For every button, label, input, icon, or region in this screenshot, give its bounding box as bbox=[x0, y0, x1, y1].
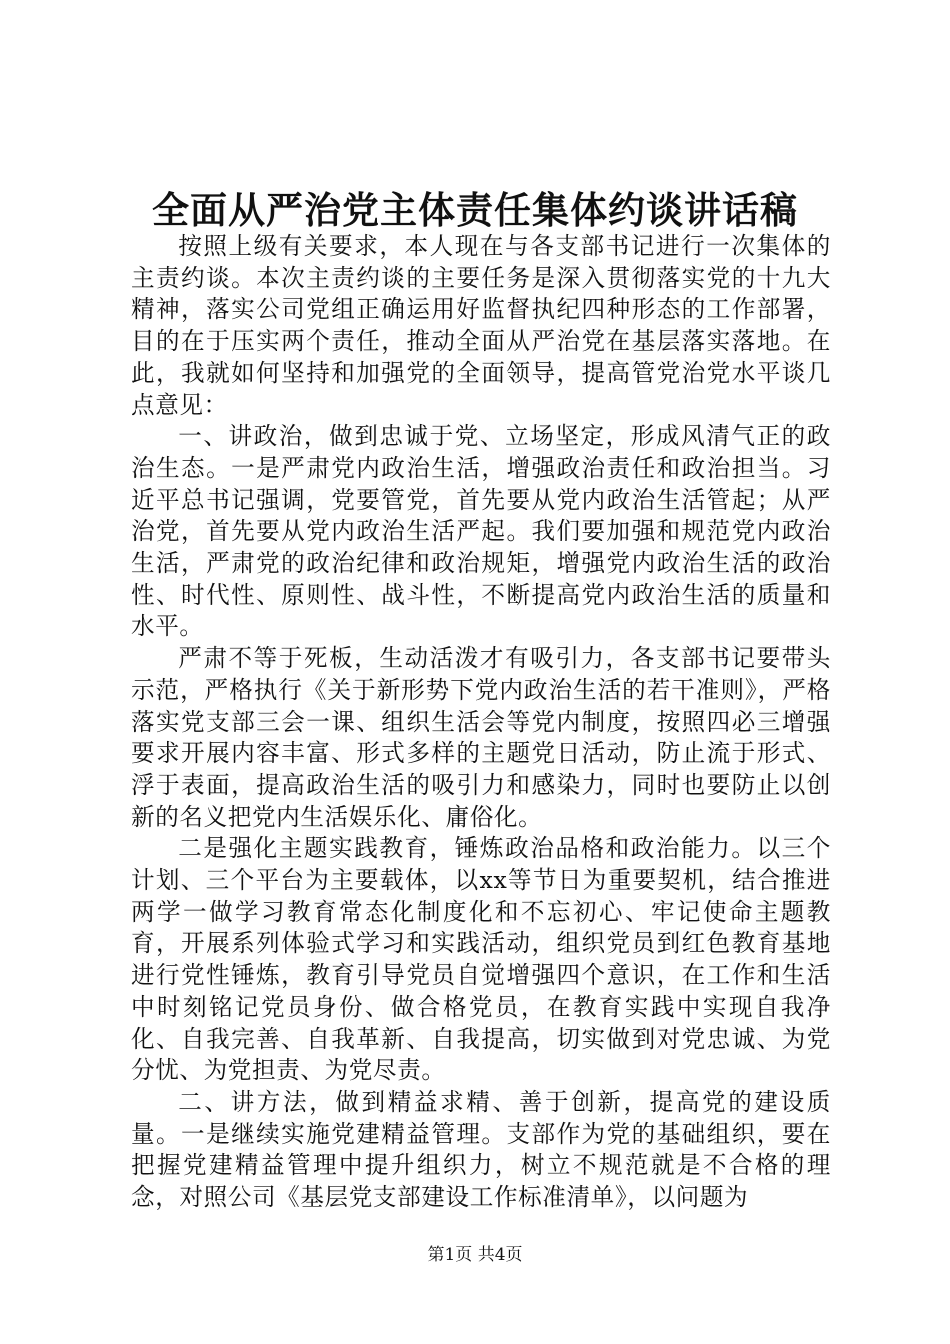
paragraph-methods: 二、讲方法，做到精益求精、善于创新，提高党的建设质量。一是继续实施党建精益管理。支部作为党的基础组织，要在把握党建精益管理中提升组织力，树立不规范就是不合格的理念，对照公司《基层党支部建设工作标准清单》，以问题为 bbox=[131, 1087, 831, 1212]
paragraph-intro: 按照上级有关要求，本人现在与各支部书记进行一次集体的主责约谈。本次主责约谈的主要任务是深入贯彻落实党的十九大精神，落实公司党组正确运用好监督执纪四种形态的工作部署，目的在于压实两个责任，推动全面从严治党在基层落实落地。在此，我就如何坚持和加强党的全面领导，提高管党治党水平谈几点意见： bbox=[131, 232, 831, 419]
paragraph-politics: 一、讲政治，做到忠诚于党、立场坚定，形成风清气正的政治生态。一是严肃党内政治生活，增强政治责任和政治担当。习近平总书记强调，党要管党，首先要从党内政治生活管起；从严治党，首先要从党内政治生活严起。我们要加强和规范党内政治生活，严肃党的政治纪律和政治规矩，增强党内政治生活的政治性、时代性、原则性、战斗性，不断提高党内政治生活的质量和水平。 bbox=[131, 422, 831, 641]
document-title: 全面从严治党主体责任集体约谈讲话稿 bbox=[152, 188, 798, 232]
paragraph-practice-education: 二是强化主题实践教育，锤炼政治品格和政治能力。以三个计划、三个平台为主要载体，以xx等节日为重要契机，结合推进两学一做学习教育常态化制度化和不忘初心、牢记使命主题教育，开展系列体验式学习和实践活动，组织党员到红色教育基地进行党性锤炼，教育引导党员自觉增强四个意识，在工作和生活中时刻铭记党员身份、做合格党员，在教育实践中实现自我净化、自我完善、自我革新、自我提高，切实做到对党忠诚、为党分忧、为党担责、为党尽责。 bbox=[131, 834, 831, 1085]
page-number-footer: 第1页 共4页 bbox=[427, 1245, 523, 1265]
document-body bbox=[131, 231, 831, 1214]
paragraph-strict-not-rigid: 严肃不等于死板，生动活泼才有吸引力，各支部书记要带头示范，严格执行《关于新形势下党内政治生活的若干准则》，严格落实党支部三会一课、组织生活会等党内制度，按照四必三增强要求开展内容丰富、形式多样的主题党日活动，防止流于形式、浮于表面，提高政治生活的吸引力和感染力，同时也要防止以创新的名义把党内生活娱乐化、庸俗化。 bbox=[131, 644, 831, 831]
